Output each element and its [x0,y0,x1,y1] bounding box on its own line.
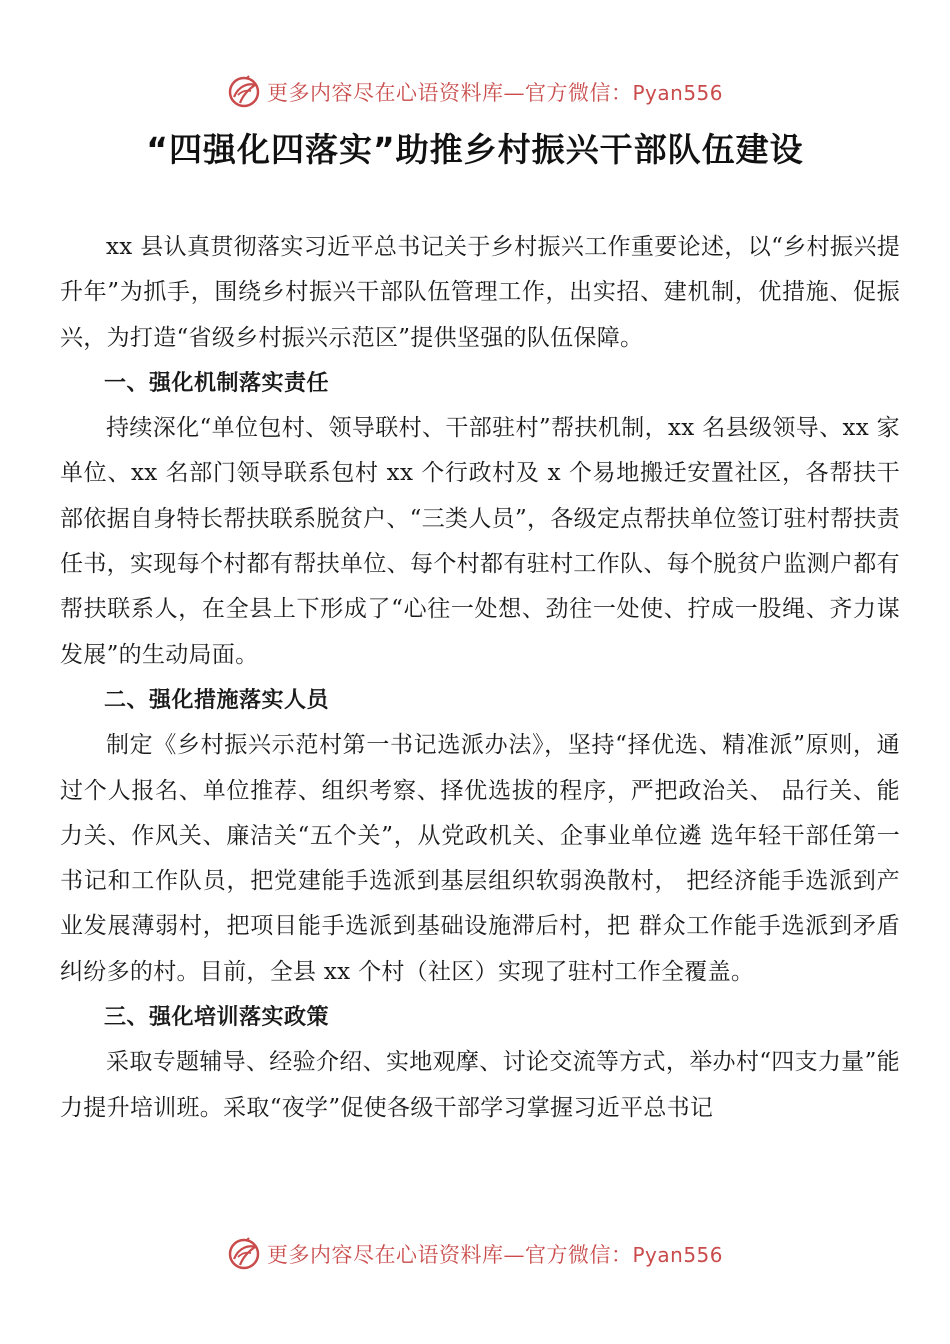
document-title: “四强化四落实”助推乡村振兴干部队伍建设 [146,130,804,169]
section-heading-2: 二、强化措施落实人员 [104,687,330,713]
watermark-header [0,72,950,112]
watermark-label: 更多内容尽在心语资料库—官方微信： [266,1243,633,1267]
watermark-text [267,1239,723,1269]
watermark-text [267,77,723,107]
library-logo-icon [227,1237,261,1271]
watermark-wechat-id: Pyan556 [632,1243,723,1267]
watermark-footer [0,1234,950,1274]
section-heading-3: 三、强化培训落实政策 [104,1005,330,1031]
section-1-paragraph: 持续深化“单位包村、领导联村、干部驻村”帮扶机制，xx 名县级领导、xx 家单位、xx 名部门领导联系包村 xx 个行政村及 x 个易地搬迁安置社区，各帮扶干部依据自身特长帮扶联系脱贫户、“三类人员”，各级定点帮扶单位签订驻村帮扶责任书，实现每个村都有帮扶单位、每个村都有驻村工作队、每个脱贫户监测户都有帮扶联系人，在全县上下形成了“心往一处想、劲往一处使、拧成一股绳、齐力谋发展”的生动局面。 [60,415,900,668]
section-2-paragraph: 制定《乡村振兴示范村第一书记选派办法》，坚持“择优选、精准派”原则，通过个人报名、单位推荐、组织考察、择优选拔的程序，严把政治关、 品行关、能力关、作风关、廉洁关“五个关”，从党政机关、企事业单位遴 选年轻干部任第一书记和工作队员，把党建能手选派到基层组织软弱涣散村， 把经济能手选派到产业发展薄弱村，把项目能手选派到基础设施滞后村，把 群众工作能手选派到矛盾纠纷多的村。目前，全县 xx 个村（社区）实现了驻村工作全覆盖。 [60,732,900,985]
section-heading-1: 一、强化机制落实责任 [104,370,330,396]
watermark-label: 更多内容尽在心语资料库—官方微信： [266,81,633,105]
document-body [60,225,900,1131]
intro-paragraph: xx 县认真贯彻落实习近平总书记关于乡村振兴工作重要论述，以“乡村振兴提升年”为抓手，围绕乡村振兴干部队伍管理工作，出实招、建机制，优措施、促振兴，为打造“省级乡村振兴示范区”提供坚强的队伍保障。 [60,234,900,351]
library-logo-icon [227,75,261,109]
watermark-wechat-id: Pyan556 [632,81,723,105]
section-3-paragraph: 采取专题辅导、经验介绍、实地观摩、讨论交流等方式，举办村“四支力量”能力提升培训班。采取“夜学”促使各级干部学习掌握习近平总书记 [60,1049,900,1121]
